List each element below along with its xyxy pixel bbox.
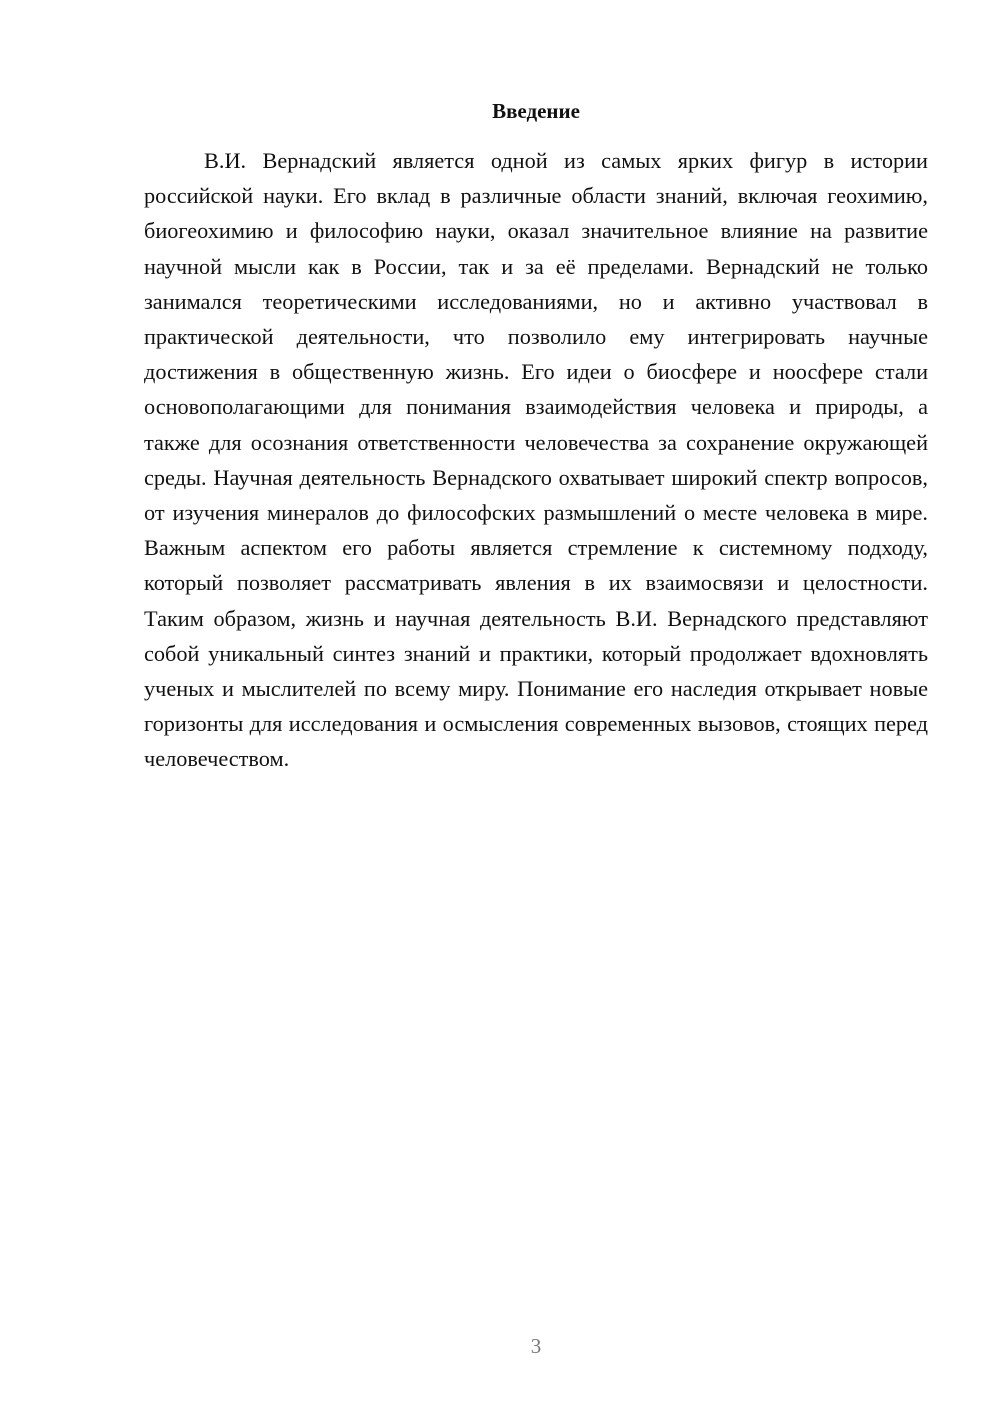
intro-paragraph: В.И. Вернадский является одной из самых ярких фигур в истории российской науки. Его вклад в различные области знаний, включая геохимию, биогеохимию и философию науки, оказал значительное влияние на развитие научной мысли как в России, так и за её пределами. Вернадский не только занимался теоретическими исследованиями, но и активно участвовал в практической деятельности, что позволило ему интегрировать научные достижения в общественную жизнь. Его идеи о биосфере и ноосфере стали основополагающими для понимания взаимодействия человека и природы, а также для осознания ответственности человечества за сохранение окружающей среды. Научная деятельность Вернадского охватывает широкий спектр вопросов, от изучения минералов до философских размышлений о месте человека в мире. Важным аспектом его работы является стремление к системному подходу, который позволяет рассматривать явления в их взаимосвязи и целостности. Таким образом, жизнь и научная деятельность В.И. Вернадского представляют собой уникальный синтез знаний и практики, который продолжает вдохновлять ученых и мыслителей по всему миру. Понимание его наследия открывает новые горизонты для исследования и осмысления современных вызовов, стоящих перед человечеством.: [144, 148, 928, 772]
page-number: 3: [530, 1334, 542, 1358]
page-title: Введение: [492, 99, 580, 123]
